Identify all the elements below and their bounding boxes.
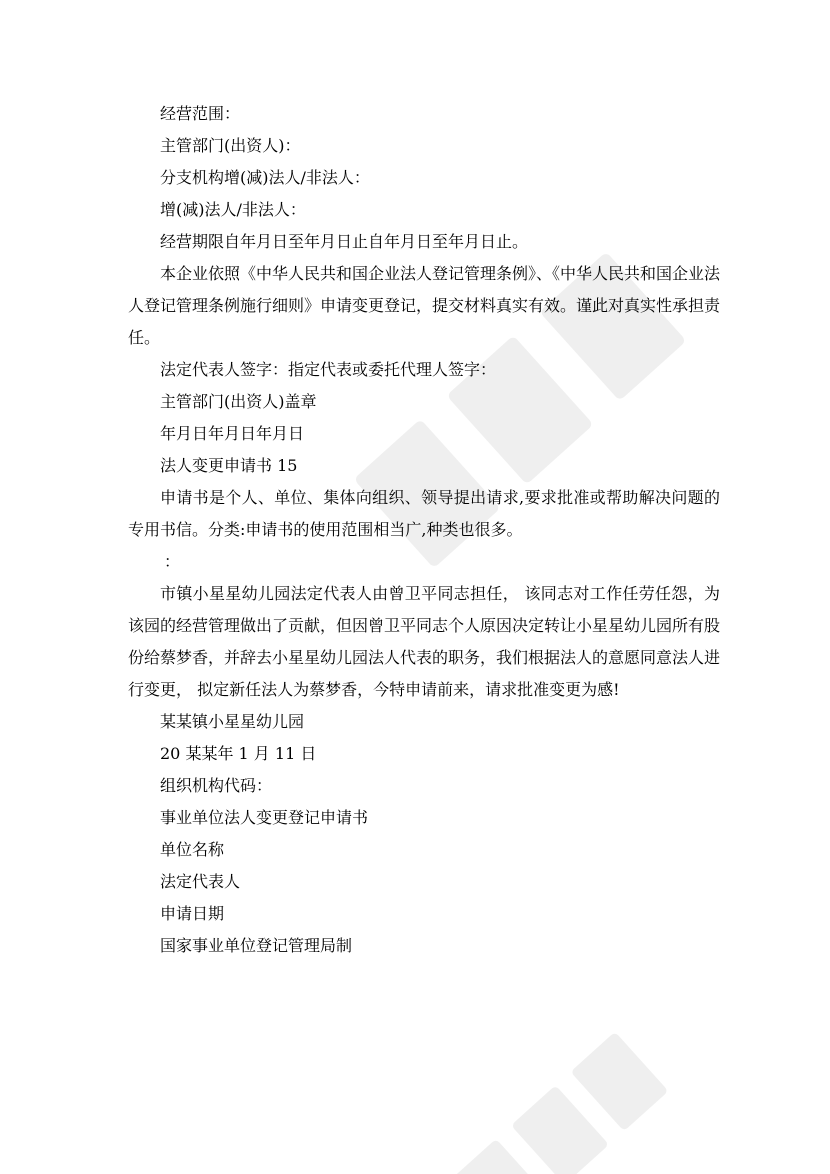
date-line: 年月日年月日年月日: [160, 424, 305, 443]
salutation-line: ：: [164, 552, 181, 571]
branch-change-line: 分支机构增(减)法人/非法人：: [160, 168, 370, 187]
org-code-line: 组织机构代码：: [160, 776, 273, 795]
application-date-line: 申请日期: [160, 904, 225, 923]
request-paragraph: 市镇小星星幼儿园法定代表人由曾卫平同志担任， 该同志对工作任劳任怨，为该园的经营管理做出了贡献，但因曾卫平同志个人原因决定转让小星星幼儿园所有股份给蔡梦香，并辞去小星星幼儿园法人代表的职务，我们根据法人的意愿同意法人进行变更， 拟定新任法人为蔡梦香，今特申请前来，请求批准变更为感!: [128, 584, 721, 699]
signer-line: 某某镇小星星幼儿园: [160, 712, 305, 731]
legal-rep-line: 法定代表人: [160, 872, 241, 891]
watermark-logo-bottom: [434, 1014, 686, 1174]
business-scope-line: 经营范围：: [160, 104, 241, 123]
watermark-icon-bottom: [434, 1014, 686, 1174]
issuer-line: 国家事业单位登记管理局制: [160, 936, 353, 955]
unit-name-line: 单位名称: [160, 840, 225, 859]
definition-paragraph: 申请书是个人、单位、集体向组织、领导提出请求,要求批准或帮助解决问题的专用书信。分类:申请书的使用范围相当广,种类也很多。: [128, 488, 720, 539]
signature-line: 法定代表人签字：指定代表或委托代理人签字：: [160, 360, 497, 379]
operating-period-line: 经营期限自年月日至年月日止自年月日至年月日止。: [160, 232, 529, 251]
section-title: 法人变更申请书 15: [160, 456, 298, 475]
competent-department-line: 主管部门(出资人)：: [160, 136, 301, 155]
form-title-line: 事业单位法人变更登记申请书: [160, 808, 369, 827]
seal-line: 主管部门(出资人)盖章: [160, 392, 317, 411]
signing-date-line: 20 某某年 1 月 11 日: [160, 744, 317, 763]
declaration-paragraph: 本企业依照《中华人民共和国企业法人登记管理条例》、《中华人民共和国企业法人登记管理条例施行细则》申请变更登记，提交材料真实有效。谨此对真实性承担责任。: [128, 264, 721, 347]
document-body: [128, 98, 720, 962]
legal-person-change-line: 增(减)法人/非法人：: [160, 200, 306, 219]
